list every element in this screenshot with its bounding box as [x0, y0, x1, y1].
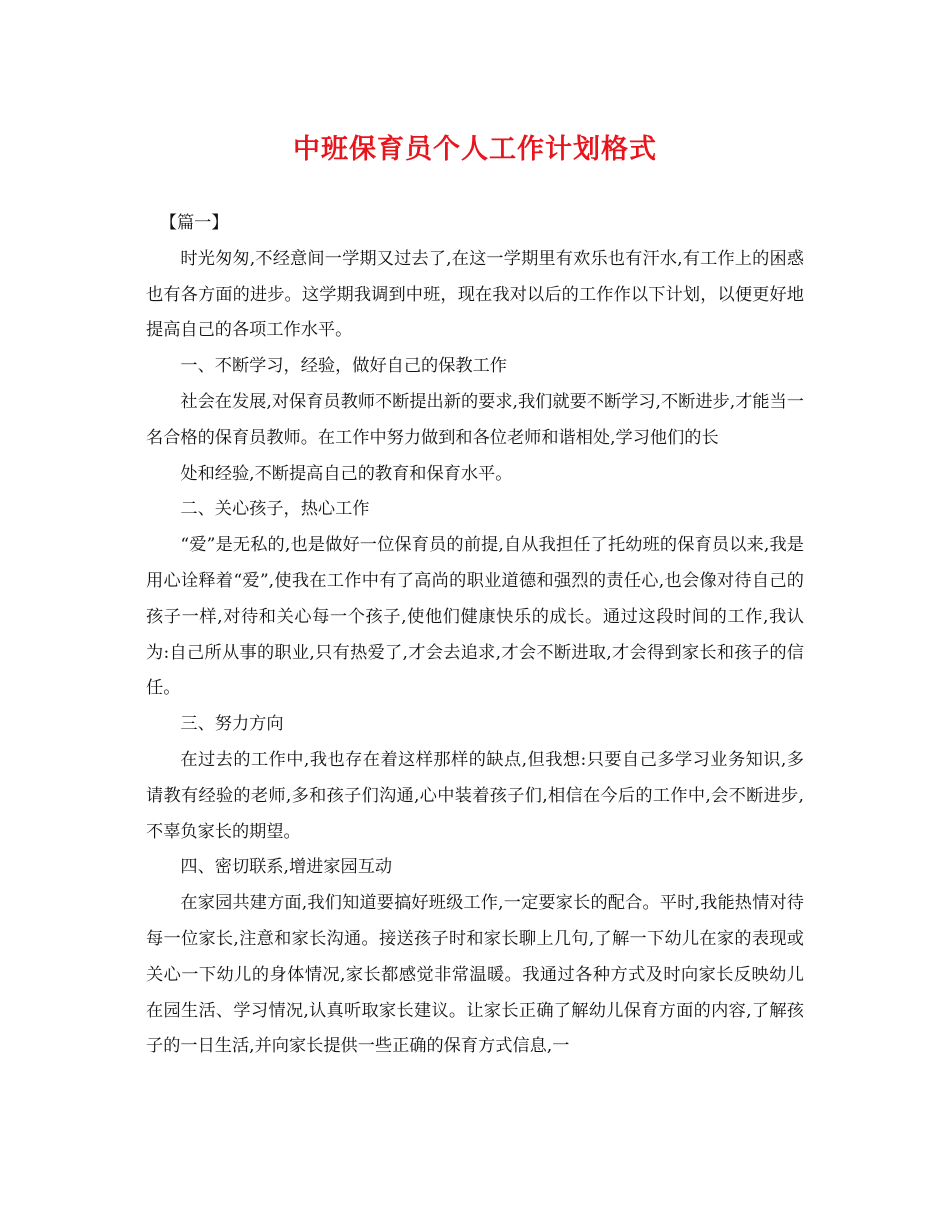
heading-3: 三、努力方向	[180, 714, 284, 735]
document-title: 中班保育员个人工作计划格式	[293, 134, 657, 165]
heading-1: 一、不断学习，经验，做好自己的保教工作	[180, 356, 507, 377]
paragraph-3: 在过去的工作中,我也存在着这样那样的缺点,但我想:只要自己多学习业务知识,多请教有经验的老师,多和孩子们沟通,心中装着孩子们,相信在今后的工作中,会不断进步,不辜负家长的期望。	[146, 749, 804, 842]
paragraph-4: 在家园共建方面,我们知道要搞好班级工作,一定要家长的配合。平时,我能热情对待每一位家长,注意和家长沟通。接送孩子时和家长聊上几句,了解一下幼儿在家的表现或关心一下幼儿的身体情况,家长都感觉非常温暖。我通过各种方式及时向家长反映幼儿在园生活、学习情况,认真听取家长建议。让家长正确了解幼儿保育方面的内容,了解孩子的一日生活,并向家长提供一些正确的保育方式信息,一	[146, 893, 804, 1057]
heading-4: 四、密切联系,增进家园互动	[180, 857, 393, 878]
paragraph-2: “爱”是无私的,也是做好一位保育员的前提,自从我担任了托幼班的保育员以来,我是用心诠释着“爱”,使我在工作中有了高尚的职业道德和强烈的责任心,也会像对待自己的孩子一样,对待和关心每一个孩子,使他们健康快乐的成长。通过这段时间的工作,我认为:自己所从事的职业,只有热爱了,才会去追求,才会不断进取,才会得到家长和孩子的信任。	[146, 535, 804, 699]
heading-2: 二、关心孩子，热心工作	[180, 499, 370, 520]
paragraph-1-continued: 处和经验,不断提高自己的教育和保育水平。	[180, 463, 513, 484]
paragraph-intro: 时光匆匆,不经意间一学期又过去了,在这一学期里有欢乐也有汗水,有工作上的困惑也有各方面的进步。这学期我调到中班，现在我对以后的工作作以下计划，以便更好地提高自己的各项工作水平。	[146, 248, 804, 341]
section-label: 【篇一】	[159, 213, 229, 233]
paragraph-1: 社会在发展,对保育员教师不断提出新的要求,我们就要不断学习,不断进步,才能当一名合格的保育员教师。在工作中努力做到和各位老师和谐相处,学习他们的长	[146, 391, 804, 448]
document-body	[146, 206, 804, 1065]
